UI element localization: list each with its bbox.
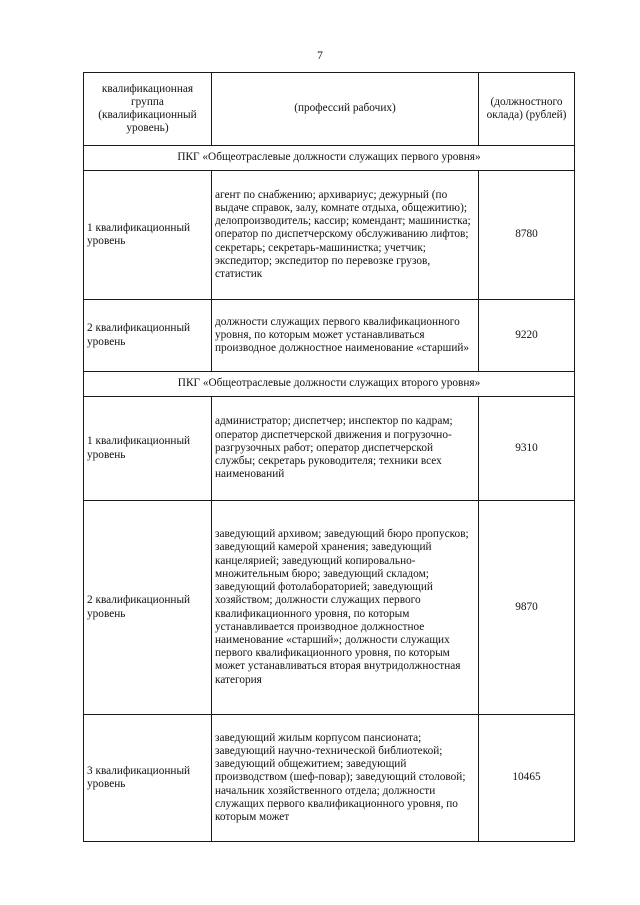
header-salary: (должностного оклада) (рублей)	[479, 73, 575, 146]
description-cell: агент по снабжению; архивариус; дежурный (по выдаче справок, залу, комнате отдыха, общежитию); делопроизводитель; кассир; комендант; машинистка; оператор по диспетчерскому обслуживанию лифтов; секретарь; секретарь-машинистка; учетчик; экспедитор; экспедитор по перевозке грузов, статистик	[212, 171, 479, 300]
salary-cell: 9870	[479, 501, 575, 715]
table-row	[84, 171, 575, 300]
level-cell: 2 квалификационный уровень	[84, 501, 212, 715]
group-row	[84, 372, 575, 397]
group-row	[84, 146, 575, 171]
salary-table	[83, 72, 575, 842]
salary-cell: 9310	[479, 397, 575, 501]
table-row	[84, 300, 575, 372]
salary-cell: 10465	[479, 715, 575, 842]
description-cell: заведующий жилым корпусом пансионата; заведующий научно-технической библиотекой; заведующий общежитием; заведующий производством (шеф-повар); заведующий столовой; начальник хозяйственного отдела; должности служащих первого квалификационного уровня, по которым может	[212, 715, 479, 842]
table-row	[84, 501, 575, 715]
level-cell: 3 квалификационный уровень	[84, 715, 212, 842]
level-cell: 2 квалификационный уровень	[84, 300, 212, 372]
group-title: ПКГ «Общеотраслевые должности служащих второго уровня»	[84, 372, 575, 397]
level-cell: 1 квалификационный уровень	[84, 397, 212, 501]
header-professions: (профессий рабочих)	[212, 73, 479, 146]
salary-cell: 9220	[479, 300, 575, 372]
description-cell: заведующий архивом; заведующий бюро пропусков; заведующий камерой хранения; заведующий канцелярией; заведующий копировально-множительным бюро; заведующий складом; заведующий фотолабораторией; заведующий хозяйством; должности служащих первого квалификационного уровня, по которым устанавливается производное должностное наименование «старший»; должности служащих первого квалификационного уровня, по которым может устанавливаться вторая внутридолжностная категория	[212, 501, 479, 715]
group-title: ПКГ «Общеотраслевые должности служащих первого уровня»	[84, 146, 575, 171]
page-number: 7	[317, 50, 323, 62]
table-row	[84, 715, 575, 842]
description-cell: должности служащих первого квалификационного уровня, по которым может устанавливаться производное должностное наименование «старший»	[212, 300, 479, 372]
header-qualification-group: квалификационная группа (квалификационный уровень)	[84, 73, 212, 146]
table-row	[84, 397, 575, 501]
description-cell: администратор; диспетчер; инспектор по кадрам; оператор диспетчерской движения и погрузочно-разгрузочных работ; оператор диспетчерской службы; секретарь руководителя; техники всех наименований	[212, 397, 479, 501]
salary-cell: 8780	[479, 171, 575, 300]
table-header-row	[84, 73, 575, 146]
level-cell: 1 квалификационный уровень	[84, 171, 212, 300]
